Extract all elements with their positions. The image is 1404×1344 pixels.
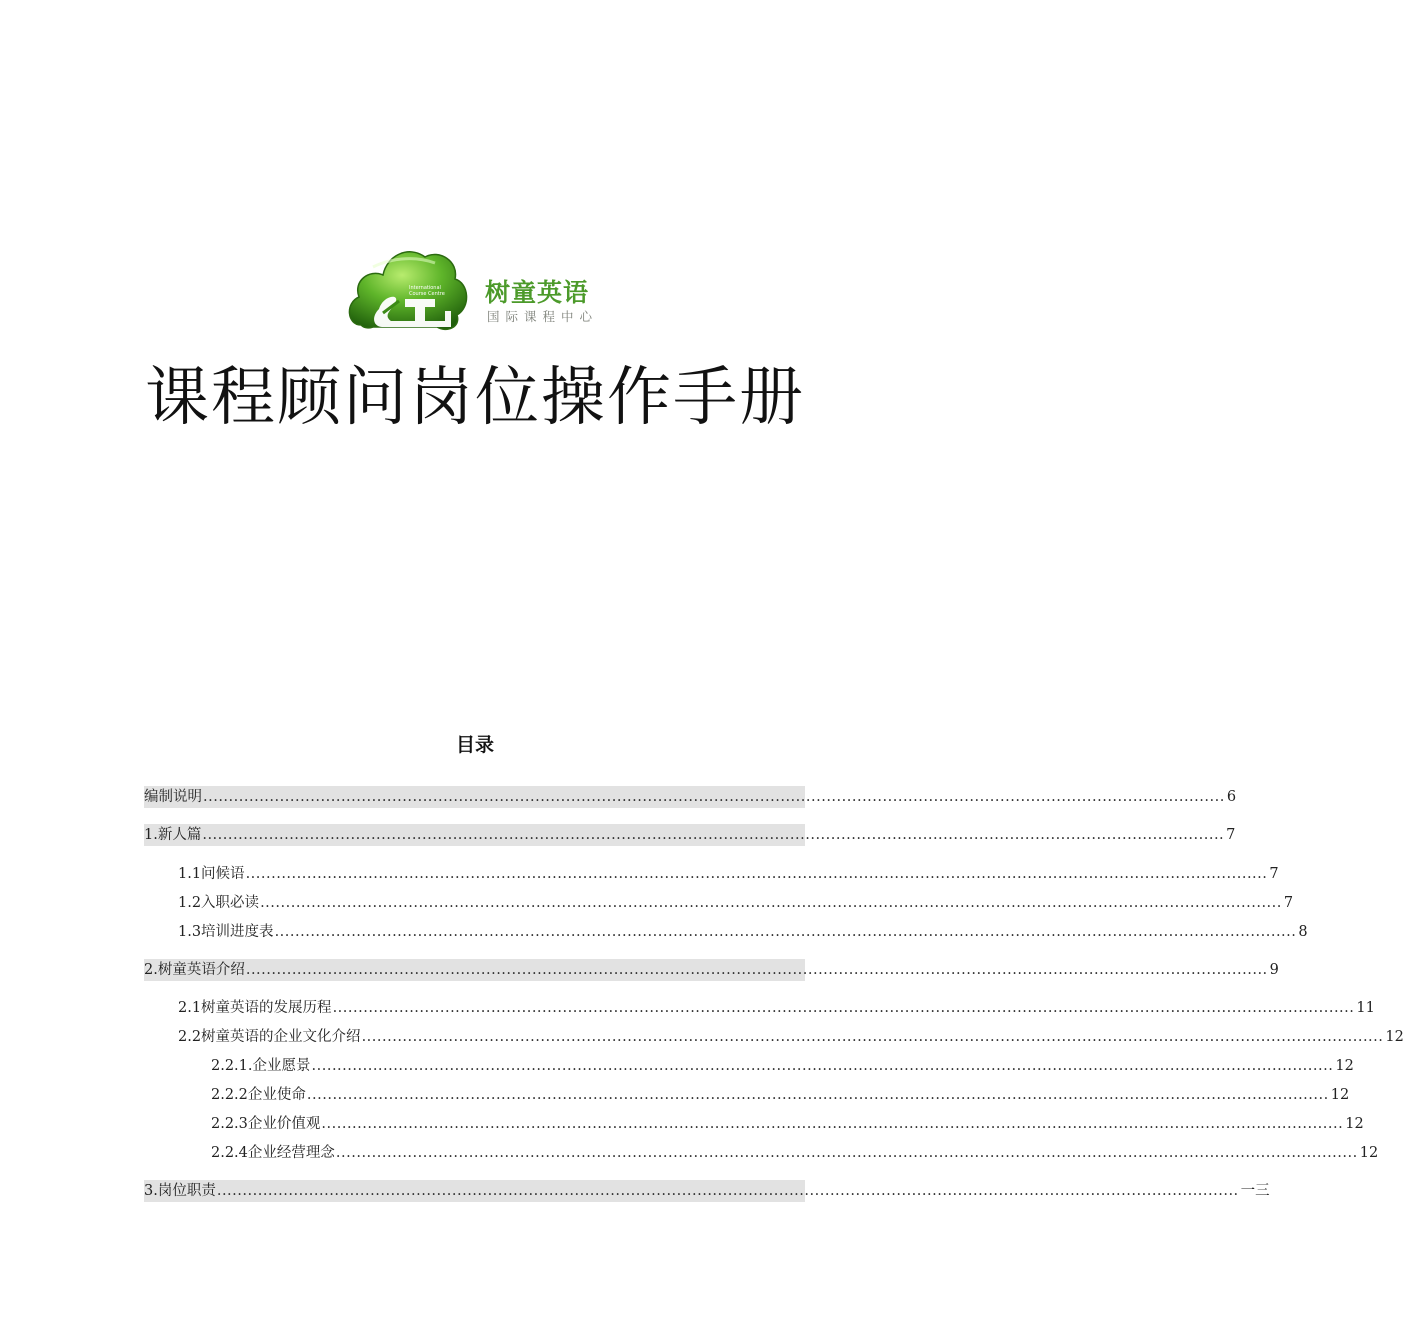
toc-leader-dots: ........................................................................................................................................................................................................ (203, 789, 1225, 805)
toc-entry-page: 12 (1330, 1087, 1350, 1103)
toc-entry[interactable] (211, 1142, 1379, 1164)
toc-entry-label: 2.2.3企业价值观 (211, 1116, 321, 1132)
toc-leader-dots: ........................................................................................................................................................................................................ (311, 1058, 1334, 1074)
toc-entry[interactable] (144, 1180, 1270, 1202)
toc-leader-dots: ........................................................................................................................................................................................................ (245, 962, 1268, 978)
toc-entry-page: 12 (1359, 1145, 1379, 1161)
toc-leader-dots: ........................................................................................................................................................................................................ (274, 924, 1297, 940)
brand-subtitle: 国际课程中心 (487, 309, 599, 324)
brand-name: 树童英语 (485, 278, 590, 307)
toc-entry-label: 2.2树童英语的企业文化介绍 (178, 1029, 361, 1045)
toc-entry-page: 12 (1385, 1029, 1404, 1045)
toc-entry[interactable] (178, 1026, 1404, 1048)
toc-leader-dots: ........................................................................................................................................................................................................ (202, 827, 1225, 843)
toc-entry-page: 12 (1345, 1116, 1364, 1132)
toc-entry-page: 12 (1335, 1058, 1354, 1074)
toc-entry-page: 6 (1226, 789, 1237, 805)
toc-entry[interactable] (178, 997, 1375, 1019)
toc-leader-dots: ........................................................................................................................................................................................................ (245, 866, 1268, 882)
toc-entry[interactable] (178, 921, 1308, 943)
toc-entry[interactable] (144, 959, 1279, 981)
toc-entry[interactable] (144, 786, 1237, 808)
toc-entry-page: 8 (1298, 924, 1308, 940)
toc-heading: 目录 (455, 734, 494, 756)
toc-entry[interactable] (211, 1084, 1350, 1106)
toc-entry-label: 2.1树童英语的发展历程 (178, 1000, 332, 1016)
toc-leader-dots: ........................................................................................................................................................................................................ (361, 1029, 1384, 1045)
toc-entry-label: 1.1问候语 (178, 866, 245, 882)
toc-entry-page: 7 (1269, 866, 1279, 882)
toc-entry-label: 3.岗位职责 (144, 1183, 216, 1199)
toc-leader-dots: ........................................................................................................................................................................................................ (306, 1087, 1329, 1103)
toc-entry-page: 7 (1283, 895, 1294, 911)
toc-leader-dots: ........................................................................................................................................................................................................ (260, 895, 1282, 911)
toc-entry[interactable] (211, 1113, 1364, 1135)
cloud-caption: International Course Centre (409, 285, 445, 297)
toc-entry-label: 编制说明 (144, 789, 202, 805)
toc-entry[interactable] (178, 863, 1279, 885)
document-title: 课程顾问岗位操作手册 (145, 361, 805, 435)
toc-entry[interactable] (144, 824, 1236, 846)
toc-entry-page: 11 (1356, 1000, 1375, 1016)
toc-leader-dots: ........................................................................................................................................................................................................ (216, 1183, 1239, 1199)
cloud-logo-icon (343, 237, 473, 337)
toc-entry-label: 1.3培训进度表 (178, 924, 274, 940)
company-logo (343, 237, 613, 337)
toc-leader-dots: ........................................................................................................................................................................................................ (321, 1116, 1344, 1132)
toc-entry-page: 7 (1226, 827, 1236, 843)
toc-entry-label: 2.2.2企业使命 (211, 1087, 306, 1103)
toc-leader-dots: ........................................................................................................................................................................................................ (335, 1145, 1358, 1161)
toc-entry-page: 一三 (1240, 1183, 1270, 1199)
toc-entry-label: 2.树童英语介绍 (144, 962, 245, 978)
toc-entry-label: 1.新人篇 (144, 827, 202, 843)
toc-entry[interactable] (211, 1055, 1354, 1077)
toc-entry-page: 9 (1269, 962, 1279, 978)
toc-entry-label: 2.2.1.企业愿景 (211, 1058, 311, 1074)
toc-leader-dots: ........................................................................................................................................................................................................ (332, 1000, 1355, 1016)
toc-entry[interactable] (178, 892, 1294, 914)
toc-entry-label: 2.2.4企业经营理念 (211, 1145, 335, 1161)
toc-entry-label: 1.2入职必读 (178, 895, 260, 911)
